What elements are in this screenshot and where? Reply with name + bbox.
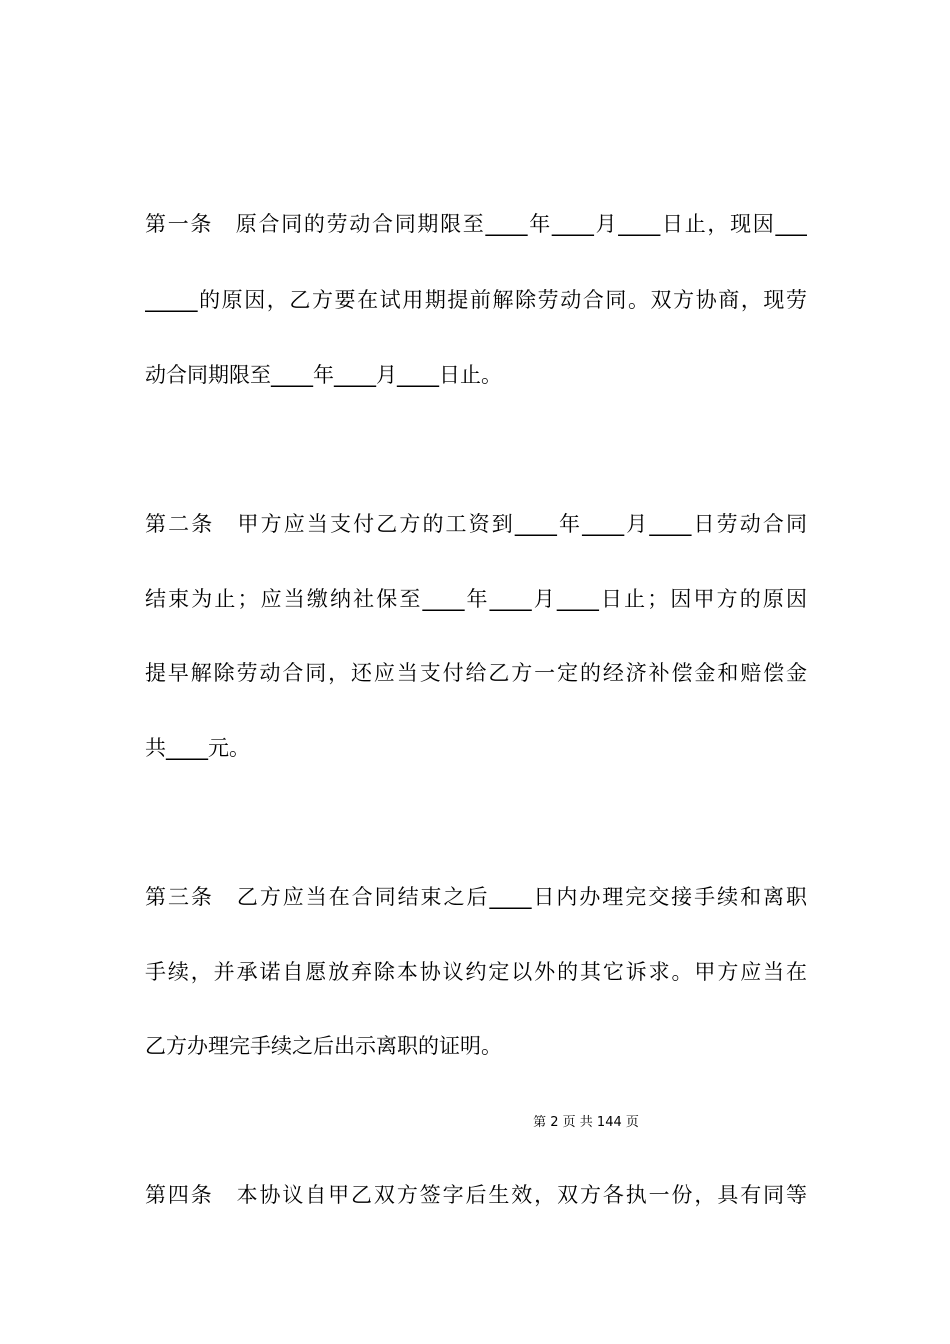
article-1-line-1: 第一条 原合同的劳动合同期限至____年____月____日止，现因___ <box>145 212 807 236</box>
article-2-line-4: 共____元。 <box>145 736 250 760</box>
article-2-line-2: 结束为止；应当缴纳社保至____年____月____日止；因甲方的原因 <box>145 587 807 611</box>
article-3-line-2: 手续，并承诺自愿放弃除本协议约定以外的其它诉求。甲方应当在 <box>145 960 807 984</box>
article-1-line-2: _____的原因，乙方要在试用期提前解除劳动合同。双方协商，现劳 <box>145 288 807 312</box>
article-2-line-3: 提早解除劳动合同，还应当支付给乙方一定的经济补偿金和赔偿金 <box>145 661 807 685</box>
article-1-line-3: 动合同期限至____年____月____日止。 <box>145 363 502 387</box>
article-4-line-1: 第四条 本协议自甲乙双方签字后生效，双方各执一份，具有同等 <box>145 1183 807 1207</box>
article-3-line-1: 第三条 乙方应当在合同结束之后____日内办理完交接手续和离职 <box>145 885 807 909</box>
article-3-line-3: 乙方办理完手续之后出示离职的证明。 <box>145 1034 502 1058</box>
page-footer: 第 2 页 共 144 页 <box>533 1115 639 1130</box>
article-2-line-1: 第二条 甲方应当支付乙方的工资到____年____月____日劳动合同 <box>145 512 807 536</box>
